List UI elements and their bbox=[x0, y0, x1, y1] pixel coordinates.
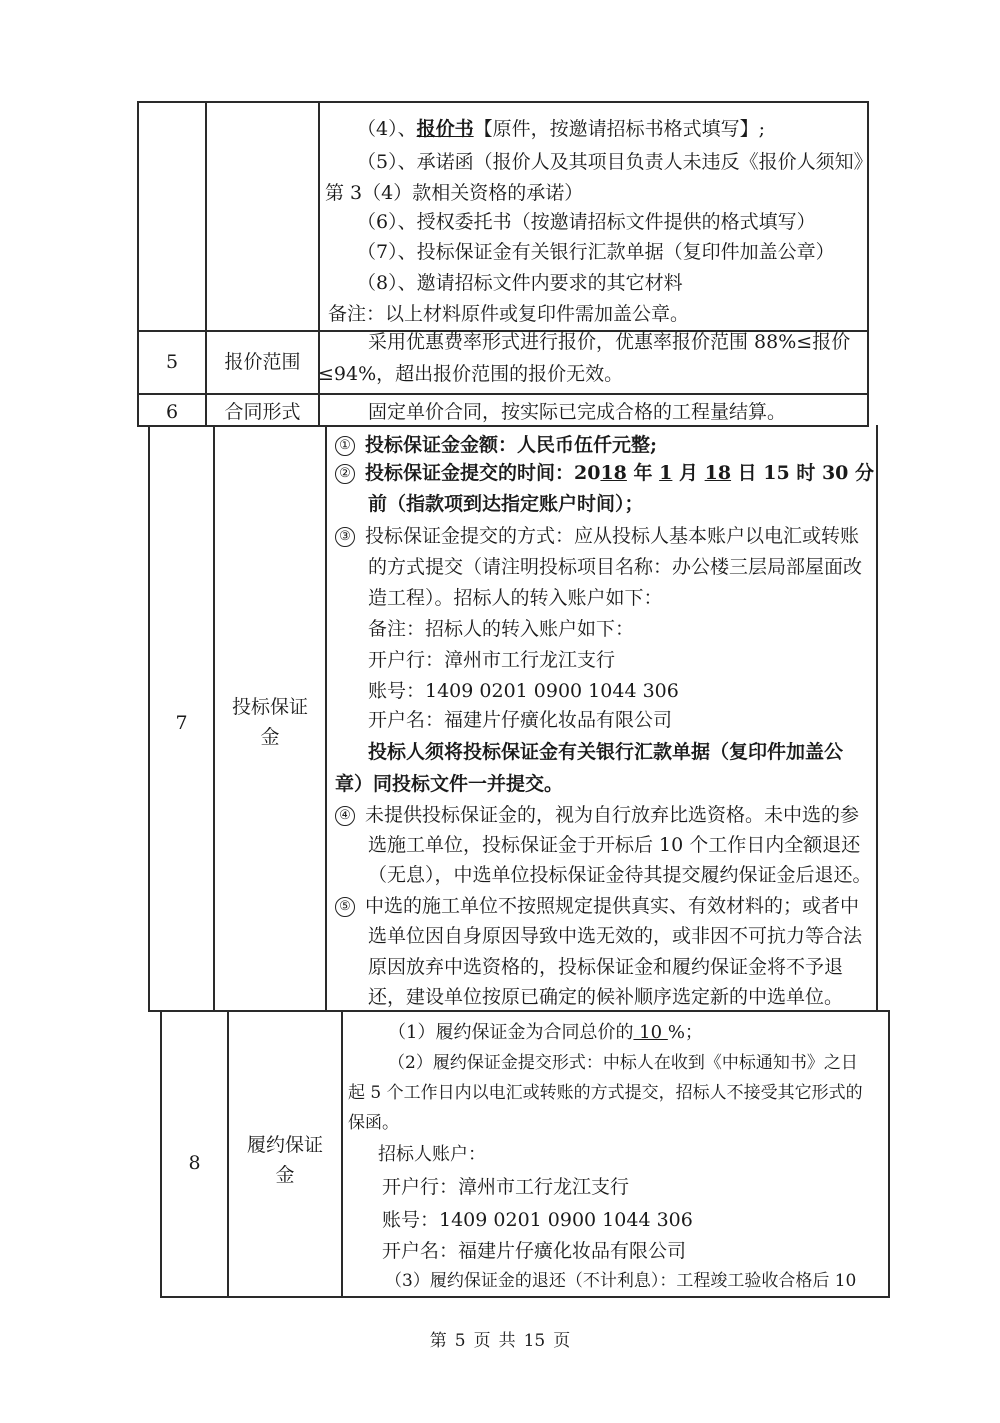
bond-form-line-3: 保函。 bbox=[348, 1113, 399, 1133]
deposit-note: 备注：招标人的转入账户如下： bbox=[368, 618, 635, 640]
circled-number-1: ① bbox=[335, 436, 355, 456]
circled-number-4: ④ bbox=[335, 806, 355, 826]
row-7-number: 7 bbox=[175, 712, 188, 734]
deposit-method-line-3-text: 造工程）。招标人的转入账户如下： bbox=[368, 587, 663, 609]
deposit-amount bbox=[335, 430, 657, 457]
item-8: （8）、邀请招标文件内要求的其它材料 bbox=[357, 272, 683, 294]
bond-form-line-1: （2）履约保证金提交形式：中标人在收到《中标通知书》之日 bbox=[388, 1053, 858, 1073]
page-number: 5 bbox=[454, 1331, 466, 1351]
item-4-rest: 【原件，按邀请招标书格式填写】; bbox=[473, 118, 766, 140]
deposit-month-unit: 月 bbox=[672, 462, 705, 484]
circled-number-5: ⑤ bbox=[335, 897, 355, 917]
deposit-time-prefix: 投标保证金提交的时间：20 bbox=[365, 462, 601, 484]
row-6-line-1: 固定单价合同，按实际已完成合格的工程量结算。 bbox=[368, 401, 787, 423]
deposit-bank: 开户行：漳州市工行龙江支行 bbox=[368, 649, 616, 671]
table-bottom-border bbox=[160, 1296, 890, 1298]
item-7: （7）、投标保证金有关银行汇款单据（复印件加盖公章） bbox=[357, 241, 835, 263]
row-7-title-line-2: 金 bbox=[260, 726, 280, 748]
deposit-fail-line-2: 选施工单位，投标保证金于开标后 10 个工作日内全额退还 bbox=[368, 834, 861, 856]
row-7-title-line-1: 投标保证 bbox=[231, 696, 308, 718]
item-4-main: 报价书 bbox=[416, 118, 474, 140]
bond-ratio-prefix: （1）履约保证金为合同总价的 bbox=[388, 1022, 634, 1043]
row-7-title bbox=[215, 692, 325, 752]
footer-gong: 共 bbox=[498, 1331, 516, 1351]
bond-bank: 开户行：漳州市工行龙江支行 bbox=[382, 1176, 630, 1198]
deposit-breach-text: 中选的施工单位不按照规定提供真实、有效材料的；或者中 bbox=[365, 895, 860, 917]
deposit-submit-line-2: 章）同投标文件一并提交。 bbox=[335, 773, 564, 795]
deposit-amount-text: 投标保证金金额：人民币伍仟元整; bbox=[365, 434, 658, 456]
circled-number-2: ② bbox=[335, 464, 355, 484]
row-6-title: 合同形式 bbox=[224, 401, 301, 423]
table-right-border bbox=[888, 1010, 890, 1296]
deposit-breach-line-4: 还，建设单位按原已确定的候补顺序选定新的中选单位。 bbox=[368, 986, 844, 1008]
item-4 bbox=[357, 114, 765, 141]
bond-account: 账号：1409 0201 0900 1044 306 bbox=[382, 1209, 693, 1231]
row-5-line-1: 采用优惠费率形式进行报价，优惠率报价范围 88%≤报价 bbox=[368, 331, 851, 353]
row-divider bbox=[137, 393, 869, 395]
deposit-breach-line-3: 原因放弃中选资格的，投标保证金和履约保证金将不予退 bbox=[368, 956, 844, 978]
row-8-title-line-1: 履约保证 bbox=[246, 1134, 323, 1156]
footer-ye: 页 bbox=[473, 1331, 491, 1351]
deposit-account-name: 开户名：福建片仔癀化妆品有限公司 bbox=[368, 709, 673, 731]
deposit-method-line-1 bbox=[335, 521, 859, 548]
row-8-number: 8 bbox=[188, 1152, 201, 1174]
deposit-time-rest: 日 15 时 30 分 bbox=[731, 462, 875, 484]
column-divider bbox=[325, 425, 327, 1010]
deposit-method-line-2: 的方式提交（请注明投标项目名称：办公楼三层局部屋面改 bbox=[368, 556, 863, 578]
circled-number-3: ③ bbox=[335, 527, 355, 547]
row-8-title bbox=[229, 1130, 341, 1190]
bond-refund: （3）履约保证金的退还（不计利息）：工程竣工验收合格后 10 bbox=[385, 1271, 857, 1291]
performance-bond-ratio bbox=[388, 1018, 703, 1044]
deposit-month: 1 bbox=[659, 462, 673, 484]
table-top-border bbox=[137, 101, 869, 103]
deposit-day: 18 bbox=[704, 462, 732, 484]
row-divider bbox=[148, 1010, 890, 1012]
bond-ratio-suffix: %； bbox=[667, 1022, 703, 1043]
deposit-breach-line-1 bbox=[335, 891, 859, 918]
deposit-account: 账号：1409 0201 0900 1044 306 bbox=[368, 680, 679, 702]
row-8-title-line-2: 金 bbox=[275, 1164, 295, 1186]
bond-account-label: 招标人账户： bbox=[378, 1144, 486, 1165]
page-total: 15 bbox=[523, 1331, 546, 1351]
row-5-line-2: ≤94%，超出报价范围的报价无效。 bbox=[318, 363, 624, 385]
deposit-fail-text: 未提供投标保证金的，视为自行放弃比选资格。未中选的参 bbox=[365, 804, 860, 826]
deposit-breach-line-2: 选单位因自身原因导致中选无效的，或非因不可抗力等合法 bbox=[368, 925, 863, 947]
item-5-line-1: （5）、承诺函（报价人及其项目负责人未违反《报价人须知》 bbox=[357, 151, 873, 173]
bond-account-name: 开户名：福建片仔癀化妆品有限公司 bbox=[382, 1240, 687, 1262]
page-footer bbox=[0, 1326, 1000, 1351]
deposit-fail-line-3: （无息），中选单位投标保证金待其提交履约保证金后退还。 bbox=[368, 864, 872, 886]
item-5-line-2: 第 3（4）款相关资格的承诺） bbox=[325, 182, 584, 204]
deposit-method-line-3 bbox=[368, 583, 663, 610]
row-5-title: 报价范围 bbox=[224, 351, 301, 373]
deposit-time-line-2: 前（指款项到达指定账户时间）； bbox=[368, 493, 644, 515]
item-4-prefix: （4）、 bbox=[357, 118, 417, 140]
row-5-number: 5 bbox=[165, 351, 179, 373]
deposit-year-unit: 年 bbox=[626, 462, 660, 484]
deposit-fail-line-1 bbox=[335, 800, 859, 827]
footer-ye-2: 页 bbox=[553, 1331, 571, 1351]
bond-ratio-value: 10 bbox=[633, 1022, 668, 1043]
row-4-remark: 备注：以上材料原件或复印件需加盖公章。 bbox=[328, 303, 690, 325]
deposit-submit-line-1: 投标人须将投标保证金有关银行汇款单据（复印件加盖公 bbox=[368, 741, 844, 763]
row-6-number: 6 bbox=[165, 401, 179, 423]
column-divider bbox=[341, 1010, 343, 1296]
item-6: （6）、授权委托书（按邀请招标文件提供的格式填写） bbox=[357, 211, 816, 233]
bond-form-line-2: 起 5 个工作日内以电汇或转账的方式提交，招标人不接受其它形式的 bbox=[348, 1083, 863, 1103]
deposit-time bbox=[335, 458, 874, 485]
footer-di: 第 bbox=[429, 1331, 447, 1351]
deposit-year: 18 bbox=[600, 462, 627, 484]
deposit-method-text: 投标保证金提交的方式：应从投标人基本账户以电汇或转账 bbox=[365, 525, 860, 547]
table-right-border bbox=[876, 425, 878, 1010]
